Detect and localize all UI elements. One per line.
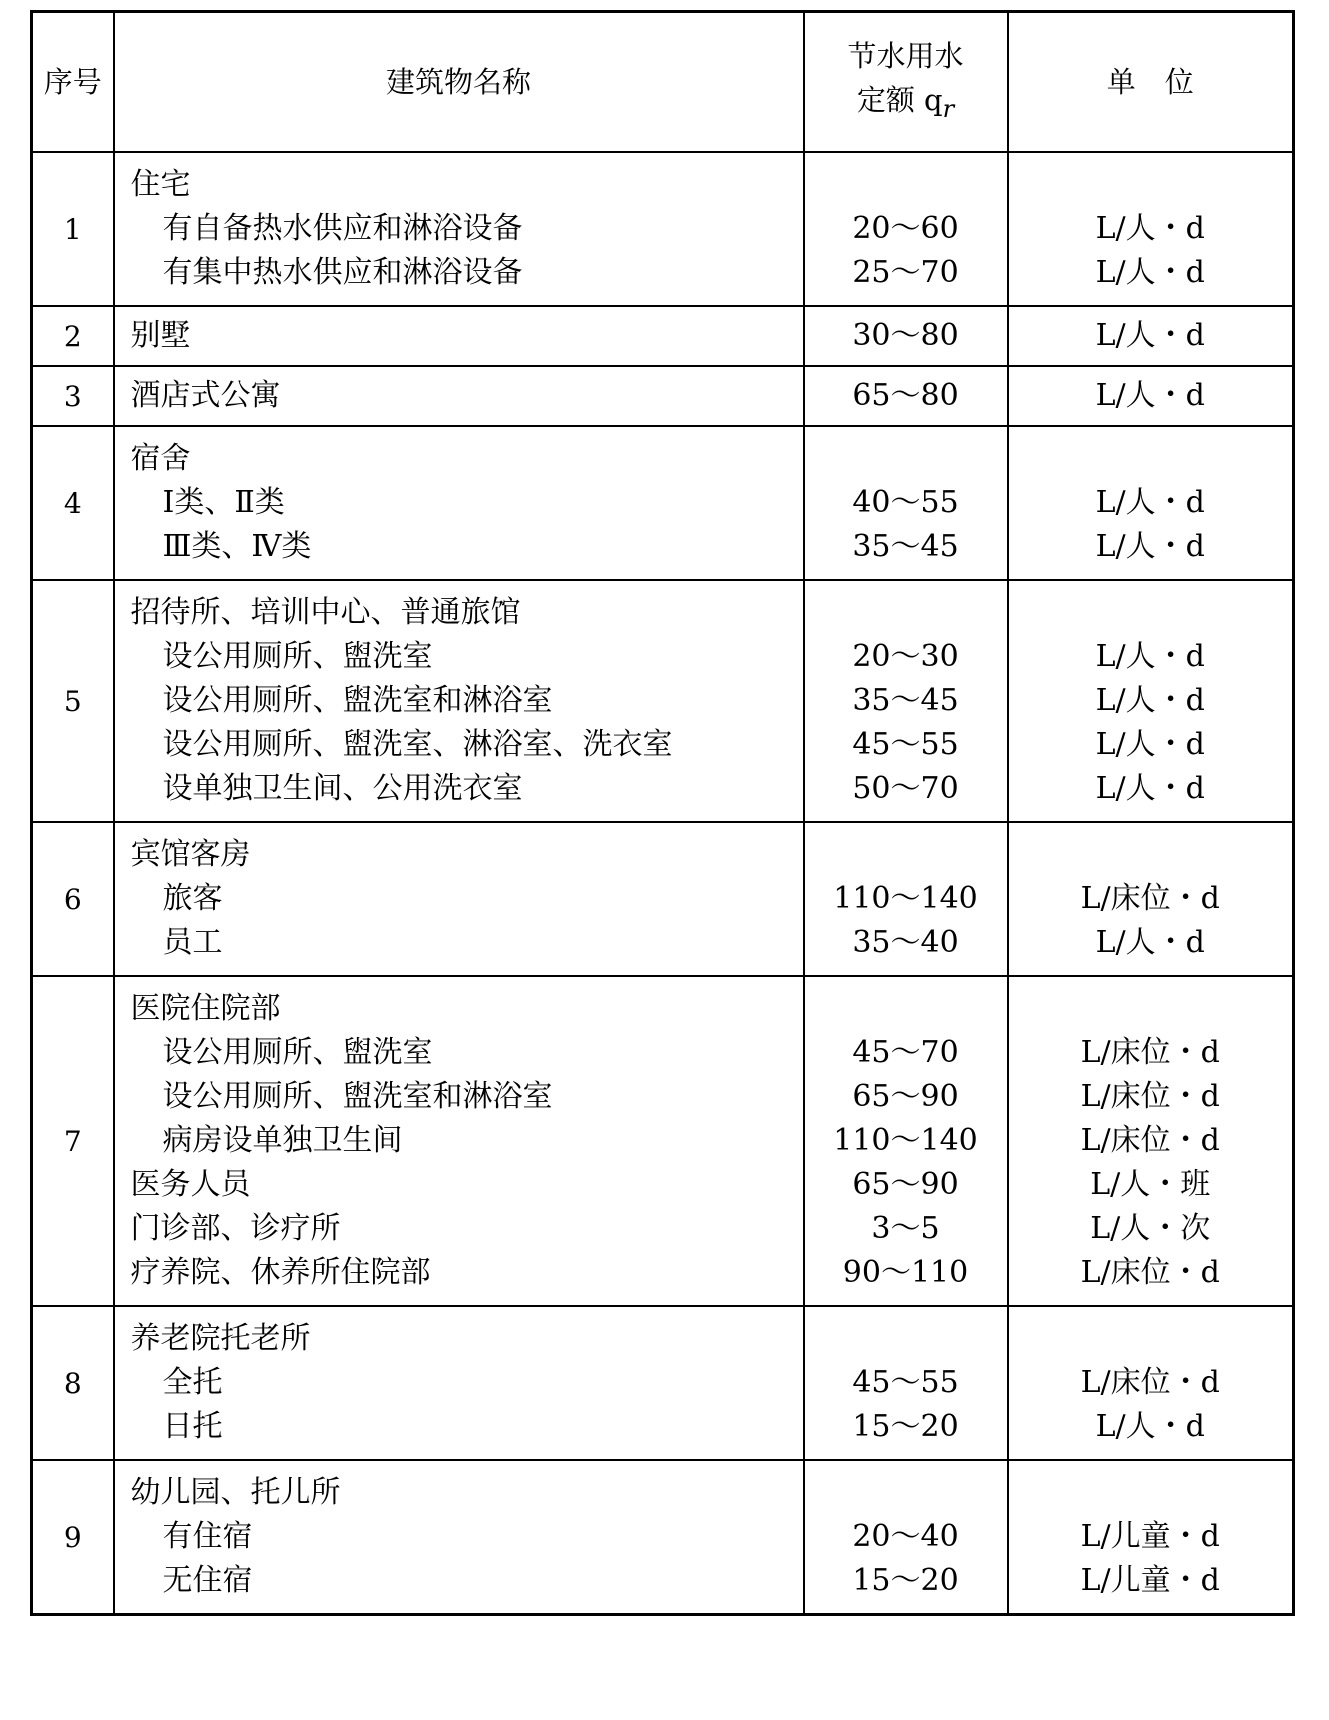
water-quota-cell bbox=[804, 1306, 1008, 1460]
building-name-cell bbox=[114, 1460, 804, 1615]
water-quota-cell bbox=[804, 822, 1008, 976]
building-name-cell bbox=[114, 1306, 804, 1460]
unit: L/人・d bbox=[1095, 255, 1205, 290]
row-number: 5 bbox=[32, 580, 114, 822]
row-number: 9 bbox=[32, 1460, 114, 1615]
building-name: 设单独卫生间、公用洗衣室 bbox=[162, 771, 523, 806]
building-name: 门诊部、诊疗所 bbox=[130, 1211, 341, 1246]
table-row bbox=[32, 822, 1294, 976]
water-quota-cell bbox=[804, 580, 1008, 822]
water-quota: 45～70 bbox=[852, 1035, 959, 1070]
building-name: 设公用厕所、盥洗室 bbox=[162, 639, 433, 674]
unit-cell bbox=[1008, 152, 1294, 306]
unit bbox=[1009, 163, 1293, 207]
building-name: Ⅲ类、Ⅳ类 bbox=[162, 529, 312, 564]
building-name: 设公用厕所、盥洗室和淋浴室 bbox=[162, 1079, 553, 1114]
water-quota: 15～20 bbox=[852, 1409, 959, 1444]
building-name-cell bbox=[114, 306, 804, 366]
header-name: 建筑物名称 bbox=[114, 12, 804, 153]
building-name-cell bbox=[114, 152, 804, 306]
unit: L/人・d bbox=[1095, 771, 1205, 806]
water-quota-cell bbox=[804, 306, 1008, 366]
water-quota: 3～5 bbox=[871, 1211, 940, 1246]
building-name-cell bbox=[114, 426, 804, 580]
water-quota: 65～80 bbox=[852, 378, 959, 413]
header-quota-subscript: r bbox=[942, 94, 955, 123]
unit: L/人・d bbox=[1095, 211, 1205, 246]
building-name: 设公用厕所、盥洗室、淋浴室、洗衣室 bbox=[162, 727, 673, 762]
table-row bbox=[32, 580, 1294, 822]
building-name: 酒店式公寓 bbox=[130, 378, 281, 413]
water-quota: 20～40 bbox=[852, 1519, 959, 1554]
row-number: 1 bbox=[32, 152, 114, 306]
table-row bbox=[32, 152, 1294, 306]
table-row bbox=[32, 306, 1294, 366]
building-name: 全托 bbox=[162, 1365, 223, 1400]
row-number: 8 bbox=[32, 1306, 114, 1460]
water-quota-table bbox=[30, 10, 1295, 1616]
table-body bbox=[32, 152, 1294, 1615]
water-quota: 110～140 bbox=[833, 881, 978, 916]
row-number: 6 bbox=[32, 822, 114, 976]
water-quota: 30～80 bbox=[852, 318, 959, 353]
water-quota: 90～110 bbox=[842, 1255, 969, 1290]
table-header-row bbox=[32, 12, 1294, 153]
water-quota: 35～45 bbox=[852, 683, 959, 718]
building-name-cell bbox=[114, 976, 804, 1306]
building-name: 幼儿园、托儿所 bbox=[130, 1475, 341, 1510]
water-quota-cell bbox=[804, 426, 1008, 580]
water-quota: 40～55 bbox=[852, 485, 959, 520]
unit: L/床位・d bbox=[1080, 1365, 1220, 1400]
water-quota: 20～30 bbox=[852, 639, 959, 674]
table-row bbox=[32, 1306, 1294, 1460]
building-name: 无住宿 bbox=[162, 1563, 253, 1598]
unit bbox=[1009, 1471, 1293, 1515]
water-quota: 45～55 bbox=[852, 727, 959, 762]
water-quota-cell bbox=[804, 1460, 1008, 1615]
building-name: 设公用厕所、盥洗室 bbox=[162, 1035, 433, 1070]
unit bbox=[1009, 1317, 1293, 1361]
unit: L/人・d bbox=[1095, 485, 1205, 520]
unit bbox=[1009, 987, 1293, 1031]
water-quota: 110～140 bbox=[833, 1123, 978, 1158]
unit-cell bbox=[1008, 976, 1294, 1306]
building-name: 有住宿 bbox=[162, 1519, 253, 1554]
water-quota: 15～20 bbox=[852, 1563, 959, 1598]
building-name: 医院住院部 bbox=[130, 991, 281, 1026]
water-quota: 35～40 bbox=[852, 925, 959, 960]
building-name-cell bbox=[114, 822, 804, 976]
header-quota bbox=[804, 12, 1008, 153]
water-quota: 35～45 bbox=[852, 529, 959, 564]
water-quota: 50～70 bbox=[852, 771, 959, 806]
unit: L/人・d bbox=[1095, 727, 1205, 762]
unit: L/人・d bbox=[1095, 639, 1205, 674]
unit: L/儿童・d bbox=[1080, 1519, 1220, 1554]
water-quota-cell bbox=[804, 976, 1008, 1306]
row-number: 4 bbox=[32, 426, 114, 580]
water-quota: 20～60 bbox=[852, 211, 959, 246]
unit: L/人・d bbox=[1095, 925, 1205, 960]
row-number: 3 bbox=[32, 366, 114, 426]
building-name: 有集中热水供应和淋浴设备 bbox=[162, 255, 523, 290]
building-name: 住宅 bbox=[130, 167, 191, 202]
building-name-cell bbox=[114, 366, 804, 426]
building-name: 宿舍 bbox=[130, 441, 191, 476]
unit: L/人・d bbox=[1095, 378, 1205, 413]
unit: L/床位・d bbox=[1080, 881, 1220, 916]
water-quota bbox=[805, 163, 1007, 207]
table-row bbox=[32, 426, 1294, 580]
unit-cell bbox=[1008, 306, 1294, 366]
header-quota-line1: 节水用水 bbox=[847, 38, 964, 73]
unit: L/床位・d bbox=[1080, 1035, 1220, 1070]
building-name: Ⅰ类、Ⅱ类 bbox=[162, 485, 285, 520]
water-quota: 45～55 bbox=[852, 1365, 959, 1400]
water-quota-cell bbox=[804, 366, 1008, 426]
header-quota-line2: 定额 q bbox=[856, 82, 943, 117]
unit bbox=[1009, 437, 1293, 481]
row-number: 7 bbox=[32, 976, 114, 1306]
unit: L/人・d bbox=[1095, 318, 1205, 353]
header-unit: 单 位 bbox=[1008, 12, 1294, 153]
water-quota bbox=[805, 987, 1007, 1031]
unit-cell bbox=[1008, 580, 1294, 822]
unit: L/儿童・d bbox=[1080, 1563, 1220, 1598]
building-name-cell bbox=[114, 580, 804, 822]
table-row bbox=[32, 366, 1294, 426]
water-quota bbox=[805, 591, 1007, 635]
row-number: 2 bbox=[32, 306, 114, 366]
unit bbox=[1009, 591, 1293, 635]
water-quota bbox=[805, 1471, 1007, 1515]
unit bbox=[1009, 833, 1293, 877]
unit-cell bbox=[1008, 822, 1294, 976]
unit-cell bbox=[1008, 366, 1294, 426]
water-quota: 25～70 bbox=[852, 255, 959, 290]
water-quota: 65～90 bbox=[852, 1167, 959, 1202]
building-name: 有自备热水供应和淋浴设备 bbox=[162, 211, 523, 246]
building-name: 疗养院、休养所住院部 bbox=[130, 1255, 431, 1290]
water-quota bbox=[805, 1317, 1007, 1361]
building-name: 员工 bbox=[162, 925, 223, 960]
unit-cell bbox=[1008, 1460, 1294, 1615]
water-quota-cell bbox=[804, 152, 1008, 306]
table-row bbox=[32, 1460, 1294, 1615]
unit-cell bbox=[1008, 1306, 1294, 1460]
building-name: 招待所、培训中心、普通旅馆 bbox=[130, 595, 521, 630]
building-name: 旅客 bbox=[162, 881, 223, 916]
building-name: 病房设单独卫生间 bbox=[162, 1123, 403, 1158]
water-quota bbox=[805, 437, 1007, 481]
building-name: 日托 bbox=[162, 1409, 223, 1444]
building-name: 宾馆客房 bbox=[130, 837, 251, 872]
unit: L/床位・d bbox=[1080, 1255, 1220, 1290]
unit: L/床位・d bbox=[1080, 1123, 1220, 1158]
water-quota: 65～90 bbox=[852, 1079, 959, 1114]
unit: L/人・d bbox=[1095, 1409, 1205, 1444]
unit-cell bbox=[1008, 426, 1294, 580]
building-name: 别墅 bbox=[130, 318, 191, 353]
building-name: 医务人员 bbox=[130, 1167, 251, 1202]
unit: L/人・d bbox=[1095, 683, 1205, 718]
building-name: 养老院托老所 bbox=[130, 1321, 311, 1356]
unit: L/人・d bbox=[1095, 529, 1205, 564]
header-no: 序号 bbox=[32, 12, 114, 153]
unit: L/人・次 bbox=[1090, 1211, 1211, 1246]
water-quota bbox=[805, 833, 1007, 877]
unit: L/床位・d bbox=[1080, 1079, 1220, 1114]
unit: L/人・班 bbox=[1090, 1167, 1211, 1202]
table-row bbox=[32, 976, 1294, 1306]
building-name: 设公用厕所、盥洗室和淋浴室 bbox=[162, 683, 553, 718]
